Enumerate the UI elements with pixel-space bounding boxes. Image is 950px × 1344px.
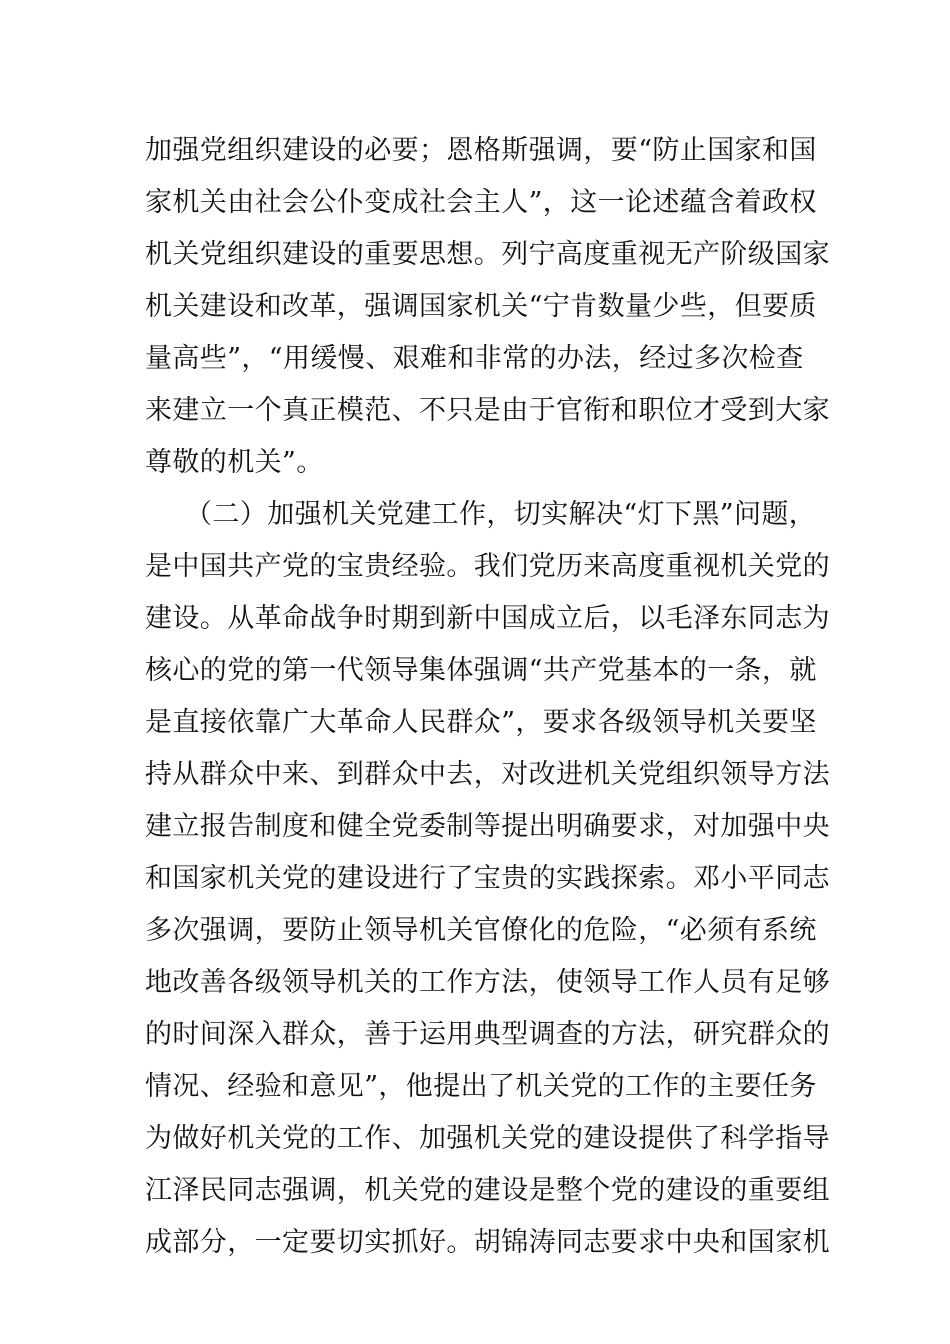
text-line: 核心的党的第一代领导集体强调“共产党基本的一条，就 (145, 655, 817, 686)
text-line: 机关党组织建设的重要思想。列宁高度重视无产阶级国家 (145, 239, 830, 270)
text-line: 机关建设和改革，强调国家机关“宁肯数量少些，但要质 (145, 291, 817, 322)
text-line: 为做好机关党的工作、加强机关党的建设提供了科学指导 (145, 1123, 830, 1154)
text-line: 是直接依靠广大革命人民群众”，要求各级领导机关要坚 (145, 707, 817, 738)
text-line: 来建立一个真正模范、不只是由于官衔和职位才受到大家 (145, 395, 830, 426)
text-line: 量高些”，“用缓慢、艰难和非常的办法，经过多次检查 (145, 343, 804, 374)
text-line: 家机关由社会公仆变成社会主人”，这一论述蕴含着政权 (145, 187, 817, 218)
text-line: 的时间深入群众，善于运用典型调查的方法，研究群众的 (145, 1019, 830, 1050)
text-line: 加强党组织建设的必要；恩格斯强调，要“防止国家和国 (145, 135, 817, 166)
text-line: 是中国共产党的宝贵经验。我们党历来高度重视机关党的 (145, 551, 830, 582)
text-line: 建立报告制度和健全党委制等提出明确要求，对加强中央 (145, 811, 830, 842)
paragraph-heading-line: （二）加强机关党建工作，切实解决“灯下黑”问题， (185, 499, 817, 530)
text-line: 江泽民同志强调，机关党的建设是整个党的建设的重要组 (145, 1175, 830, 1206)
text-line: 和国家机关党的建设进行了宝贵的实践探索。邓小平同志 (145, 863, 830, 894)
text-line: 情况、经验和意见”，他提出了机关党的工作的主要任务 (145, 1071, 817, 1102)
text-line: 尊敬的机关”。 (145, 447, 324, 478)
text-line: 建设。从革命战争时期到新中国成立后，以毛泽东同志为 (145, 603, 830, 634)
text-line: 成部分，一定要切实抓好。胡锦涛同志要求中央和国家机 (145, 1227, 830, 1258)
text-line: 多次强调，要防止领导机关官僚化的危险，“必须有系统 (145, 915, 817, 946)
text-line: 地改善各级领导机关的工作方法，使领导工作人员有足够 (145, 967, 830, 998)
text-line: 持从群众中来、到群众中去，对改进机关党组织领导方法 (145, 759, 830, 790)
